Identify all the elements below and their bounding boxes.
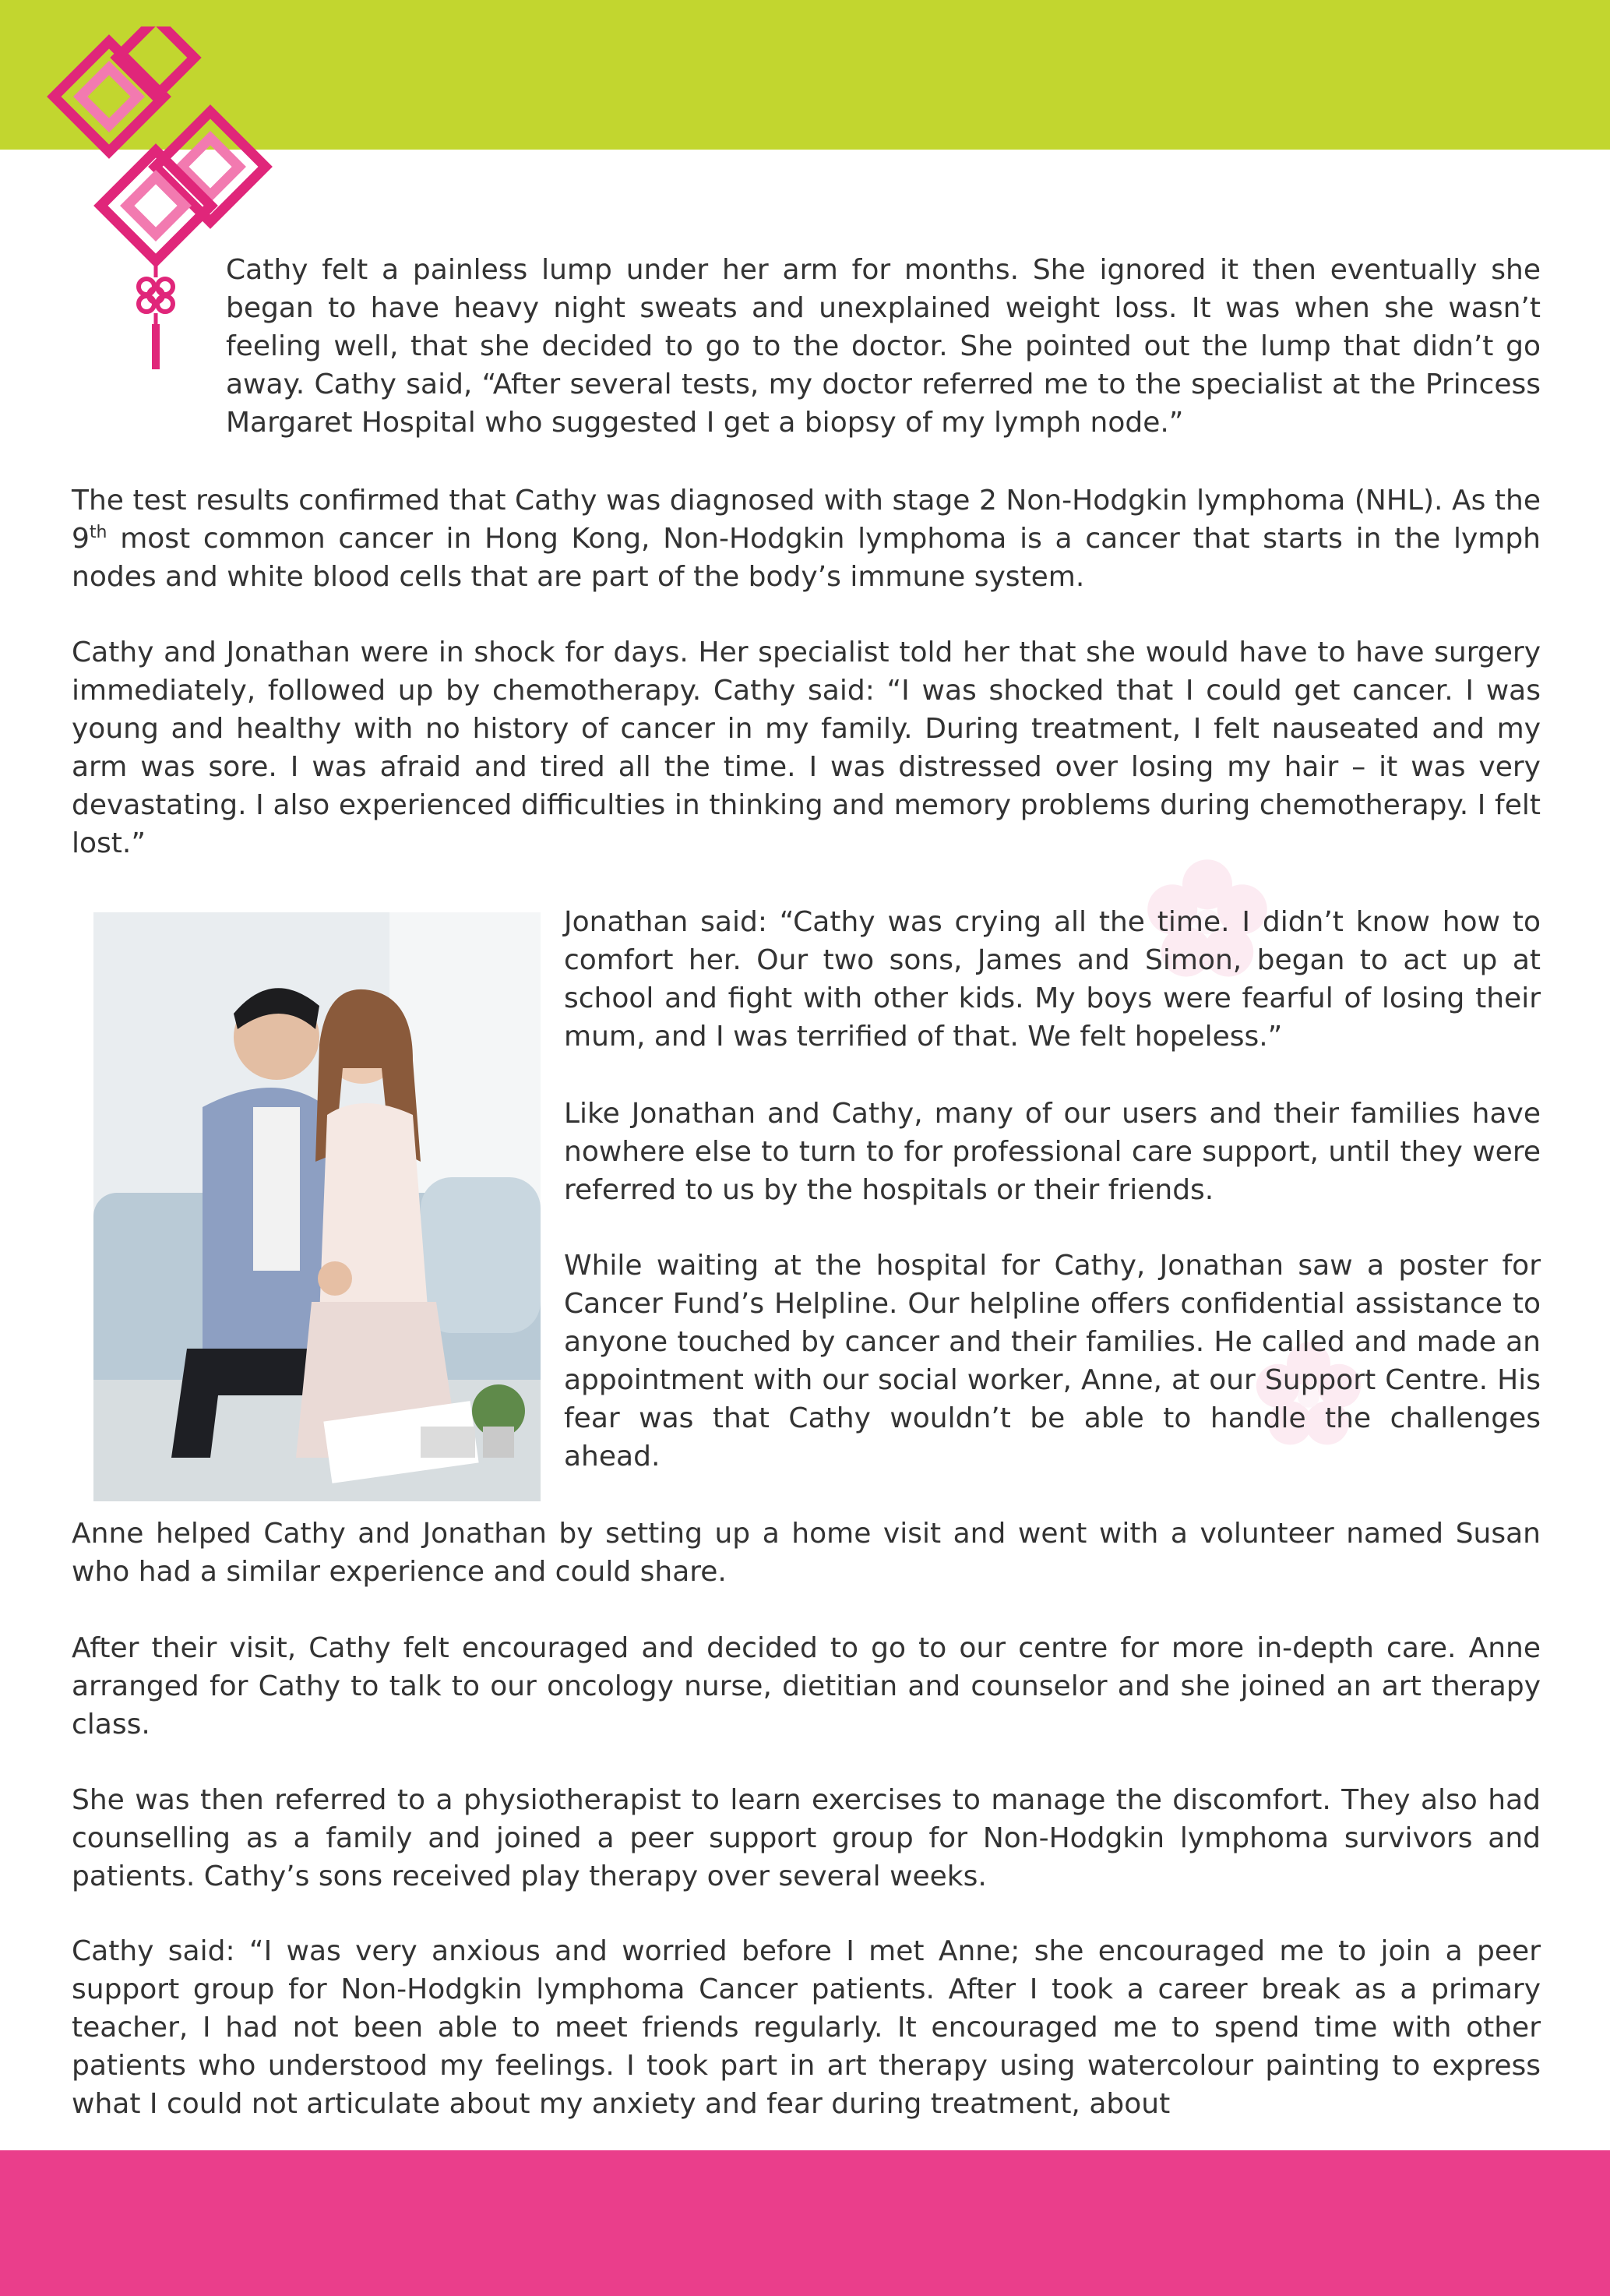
story-paragraph-9: She was then referred to a physiotherapist to learn exercises to manage the discomfort. They also had counselling as a family and joined a peer support group for Non-Hodgkin lymphoma survivors and patients. Cathy’s sons received play therapy over several weeks. (72, 1784, 1541, 1892)
story-paragraph-3: Cathy and Jonathan were in shock for days. Her specialist told her that she would have to have surgery immediately, followed up by chemotherapy. Cathy said: “I was shocked that I could get cancer. I was young and healthy with no history of cancer in my family. During treatment, I felt nauseated and my arm was sore. I was afraid and tired all the time. I was distressed over losing my hair – it was very devastating. I also experienced difficulties in thinking and memory problems during chemotherapy. I felt lost.” (72, 637, 1541, 859)
paragraph-2-text-b: most common cancer in Hong Kong, Non-Hodgkin lymphoma is a cancer that starts in the lymph nodes and white blood cells that are part of the body’s immune system. (72, 523, 1541, 593)
couple-photo (93, 912, 541, 1501)
story-paragraph-10: Cathy said: “I was very anxious and worried before I met Anne; she encouraged me to join a peer support group for Non-Hodgkin lymphoma Cancer patients. After I took a career break as a primary teacher, I had not been able to meet friends regularly. It encouraged me to spend time with other patients who understood my feelings. I took part in art therapy using watercolour painting to express what I could not articulate about my anxiety and fear during treatment, about (72, 1935, 1541, 2120)
story-paragraph-5: Like Jonathan and Cathy, many of our users and their families have nowhere else to turn to for professional care support, until they were referred to us by the hospitals or their friends. (564, 1098, 1541, 1206)
ordinal-superscript: th (89, 523, 107, 542)
paragraph-2-text-a: The test results confirmed that Cathy was diagnosed with stage 2 Non-Hodgkin lymphoma (NHL). As the 9 (72, 485, 1541, 555)
story-paragraph-4: Jonathan said: “Cathy was crying all the time. I didn’t know how to comfort her. Our two sons, James and Simon, began to act up at school and fight with other kids. My boys were fearful of losing their mum, and I was terrified of that. We felt hopeless.” (564, 906, 1541, 1053)
story-paragraph-7: Anne helped Cathy and Jonathan by setting up a home visit and went with a volunteer named Susan who had a similar experience and could share. (72, 1518, 1541, 1588)
story-paragraph-6: While waiting at the hospital for Cathy, Jonathan saw a poster for Cancer Fund’s Helpline. Our helpline offers confidential assistance to anyone touched by cancer and their families. He called and made an appointment with our social worker, Anne, at our Support Centre. His fear was that Cathy wouldn’t be able to handle the challenges ahead. (564, 1250, 1541, 1472)
story-paragraph-2 (72, 481, 1541, 596)
story-paragraph-8: After their visit, Cathy felt encouraged and decided to go to our centre for more in-depth care. Anne arranged for Cathy to talk to our oncology nurse, dietitian and counselor and she joined an art therapy class. (72, 1632, 1541, 1741)
bottom-color-band (0, 2150, 1610, 2296)
story-paragraph-1: Cathy felt a painless lump under her arm for months. She ignored it then eventually she began to have heavy night sweats and unexplained weight loss. It was when she wasn’t feeling well, that she decided to go to the doctor. She pointed out the lump that didn’t go away. Cathy said, “After several tests, my doctor referred me to the specialist at the Princess Margaret Hospital who suggested I get a biopsy of my lymph node.” (226, 254, 1541, 439)
